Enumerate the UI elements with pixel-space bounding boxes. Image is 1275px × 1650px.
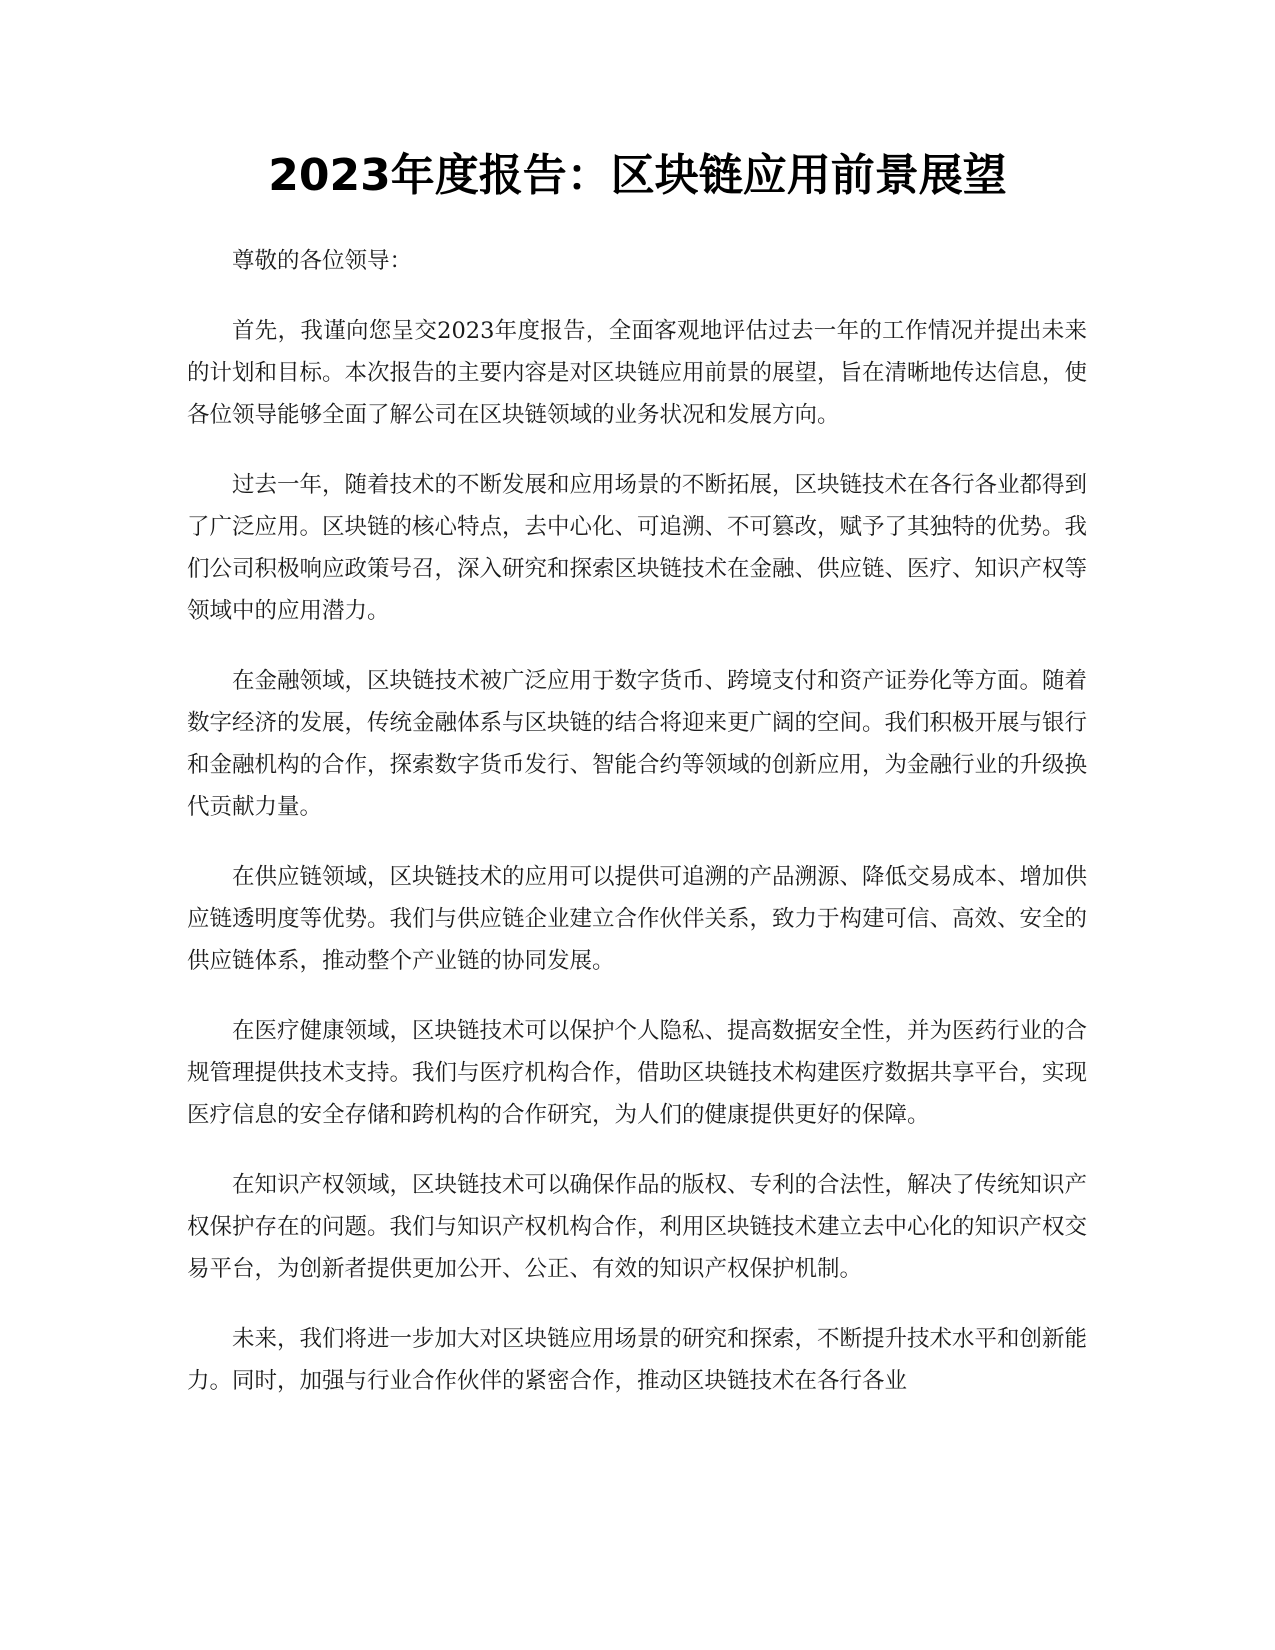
document-body — [187, 240, 1087, 1430]
paragraph-future: 未来，我们将进一步加大对区块链应用场景的研究和探索，不断提升技术水平和创新能力。同时，加强与行业合作伙伴的紧密合作，推动区块链技术在各行各业 — [187, 1326, 1088, 1394]
paragraph-finance: 在金融领域，区块链技术被广泛应用于数字货币、跨境支付和资产证券化等方面。随着数字经济的发展，传统金融体系与区块链的结合将迎来更广阔的空间。我们积极开展与银行和金融机构的合作，探索数字货币发行、智能合约等领域的创新应用，为金融行业的升级换代贡献力量。 — [187, 668, 1088, 820]
paragraph-intellectual-property: 在知识产权领域，区块链技术可以确保作品的版权、专利的合法性，解决了传统知识产权保护存在的问题。我们与知识产权机构合作，利用区块链技术建立去中心化的知识产权交易平台，为创新者提供更加公开、公正、有效的知识产权保护机制。 — [187, 1172, 1088, 1282]
paragraph-supply-chain: 在供应链领域，区块链技术的应用可以提供可追溯的产品溯源、降低交易成本、增加供应链透明度等优势。我们与供应链企业建立合作伙伴关系，致力于构建可信、高效、安全的供应链体系，推动整个产业链的协同发展。 — [187, 864, 1088, 974]
salutation: 尊敬的各位领导： — [232, 248, 413, 274]
paragraph-intro: 首先，我谨向您呈交2023年度报告，全面客观地评估过去一年的工作情况并提出未来的计划和目标。本次报告的主要内容是对区块链应用前景的展望，旨在清晰地传达信息，使各位领导能够全面了解公司在区块链领域的业务状况和发展方向。 — [187, 318, 1088, 428]
document-title: 2023年度报告：区块链应用前景展望 — [268, 150, 1007, 201]
paragraph-past-year: 过去一年，随着技术的不断发展和应用场景的不断拓展，区块链技术在各行各业都得到了广泛应用。区块链的核心特点，去中心化、可追溯、不可篡改，赋予了其独特的优势。我们公司积极响应政策号召，深入研究和探索区块链技术在金融、供应链、医疗、知识产权等领域中的应用潜力。 — [187, 472, 1088, 624]
paragraph-healthcare: 在医疗健康领域，区块链技术可以保护个人隐私、提高数据安全性，并为医药行业的合规管理提供技术支持。我们与医疗机构合作，借助区块链技术构建医疗数据共享平台，实现医疗信息的安全存储和跨机构的合作研究，为人们的健康提供更好的保障。 — [187, 1018, 1088, 1128]
